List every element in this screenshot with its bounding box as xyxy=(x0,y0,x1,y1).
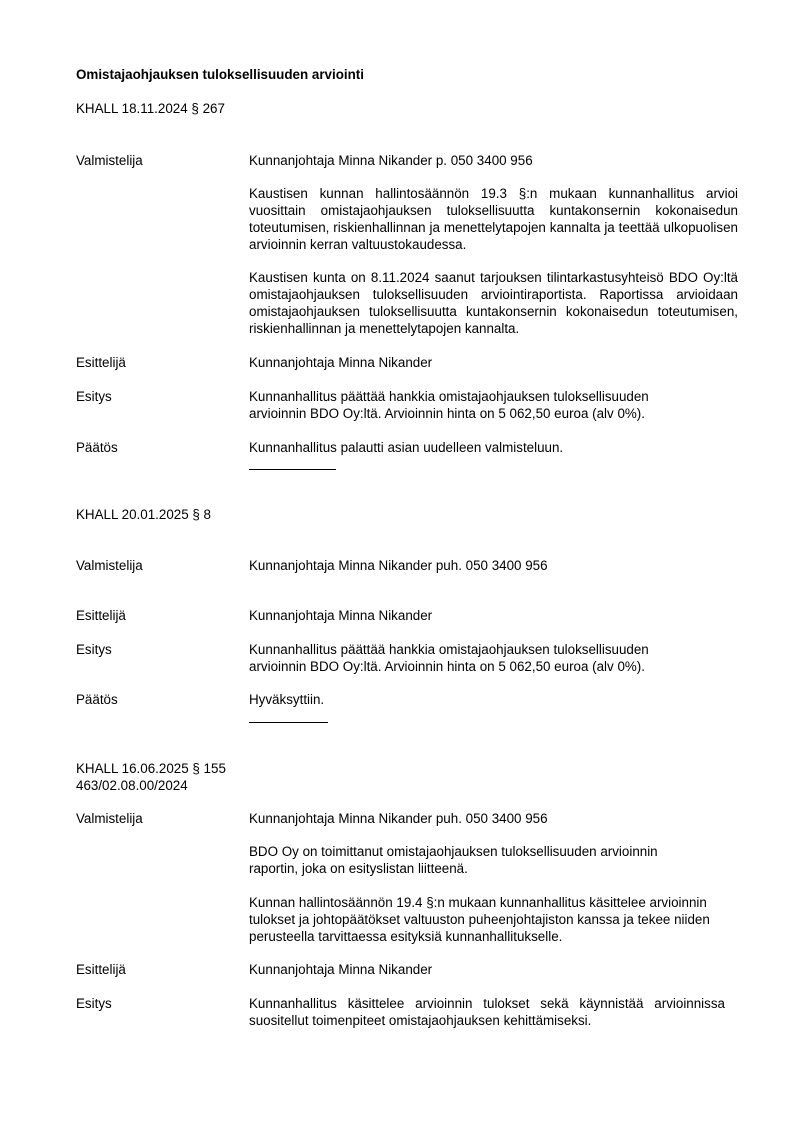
esitys-text: Kunnanhallitus päättää hankkia omistajaohjauksen tuloksellisuuden arvioinnin BDO Oy:ltä. Arvioinnin hinta on 5 062,50 euroa (alv 0%). xyxy=(249,389,649,421)
esitys-label: Esitys xyxy=(76,389,112,404)
body-paragraph: BDO Oy on toimittanut omistajaohjauksen tuloksellisuuden arvioinnin raportin, joka on esityslistan liitteenä. xyxy=(249,844,658,876)
paatos-label: Päätös xyxy=(76,440,118,455)
esitys-text: Kunnanhallitus päättää hankkia omistajaohjauksen tuloksellisuuden arvioinnin BDO Oy:ltä. Arvioinnin hinta on 5 062,50 euroa (alv 0%). xyxy=(249,642,649,674)
valmistelija-value: Kunnanjohtaja Minna Nikander puh. 050 3400 956 xyxy=(249,811,548,826)
valmistelija-value: Kunnanjohtaja Minna Nikander puh. 050 3400 956 xyxy=(249,558,548,573)
esitys-label: Esitys xyxy=(76,996,112,1011)
body-paragraph: Kaustisen kunnan hallintosäännön 19.3 §:n mukaan kunnanhallitus arvioi vuosittain omistajaohjauksen tuloksellisuutta kuntakonsernin kokonaisedun toteutumisen, riskienhallinnan ja menettelytapojen kannalta ja teettää ulkopuolisen arvioinnin kerran valtuustokaudessa. xyxy=(249,186,738,252)
valmistelija-label: Valmistelija xyxy=(76,811,143,826)
valmistelija-value: Kunnanjohtaja Minna Nikander p. 050 3400 956 xyxy=(249,153,533,168)
paatos-label: Päätös xyxy=(76,692,118,707)
document-title: Omistajaohjauksen tuloksellisuuden arviointi xyxy=(76,67,364,82)
meeting-reference: KHALL 18.11.2024 § 267 xyxy=(76,101,225,116)
body-paragraph: Kunnan hallintosäännön 19.4 §:n mukaan kunnanhallitus käsittelee arvioinnin tulokset ja johtopäätökset valtuuston puheenjohtajiston kanssa ja tekee niiden perusteella tarvittaessa esityksiä kunnanhallitukselle. xyxy=(249,895,710,944)
meeting-reference: KHALL 20.01.2025 § 8 xyxy=(76,507,212,522)
paatos-text: Hyväksyttiin. xyxy=(249,692,325,707)
esittelija-value: Kunnanjohtaja Minna Nikander xyxy=(249,962,433,977)
section-end-line xyxy=(249,469,336,470)
esittelija-label: Esittelijä xyxy=(76,608,126,623)
esittelija-label: Esittelijä xyxy=(76,355,126,370)
body-paragraph: Kaustisen kunta on 8.11.2024 saanut tarjouksen tilintarkastusyhteisö BDO Oy:ltä omistajaohjauksen tuloksellisuuden arviointiraportista. Raportissa arvioidaan omistajaohjauksen tuloksellisuutta kuntakonsernin kokonaisedun toteutumisen, riskienhallinnan ja menettelytapojen kannalta. xyxy=(249,270,738,336)
esittelija-value: Kunnanjohtaja Minna Nikander xyxy=(249,355,433,370)
paatos-text: Kunnanhallitus palautti asian uudelleen valmisteluun. xyxy=(249,440,564,455)
esitys-label: Esitys xyxy=(76,642,112,657)
section-end-line xyxy=(249,722,328,723)
meeting-reference: KHALL 16.06.2025 § 155 xyxy=(76,761,226,776)
valmistelija-label: Valmistelija xyxy=(76,153,143,168)
esittelija-value: Kunnanjohtaja Minna Nikander xyxy=(249,608,433,623)
diary-number: 463/02.08.00/2024 xyxy=(76,778,188,793)
valmistelija-label: Valmistelija xyxy=(76,558,143,573)
esittelija-label: Esittelijä xyxy=(76,962,126,977)
esitys-text: Kunnanhallitus käsittelee arvioinnin tulokset sekä käynnistää arvioinnissa suositellut toimenpiteet omistajaohjauksen kehittämiseksi. xyxy=(249,996,725,1028)
